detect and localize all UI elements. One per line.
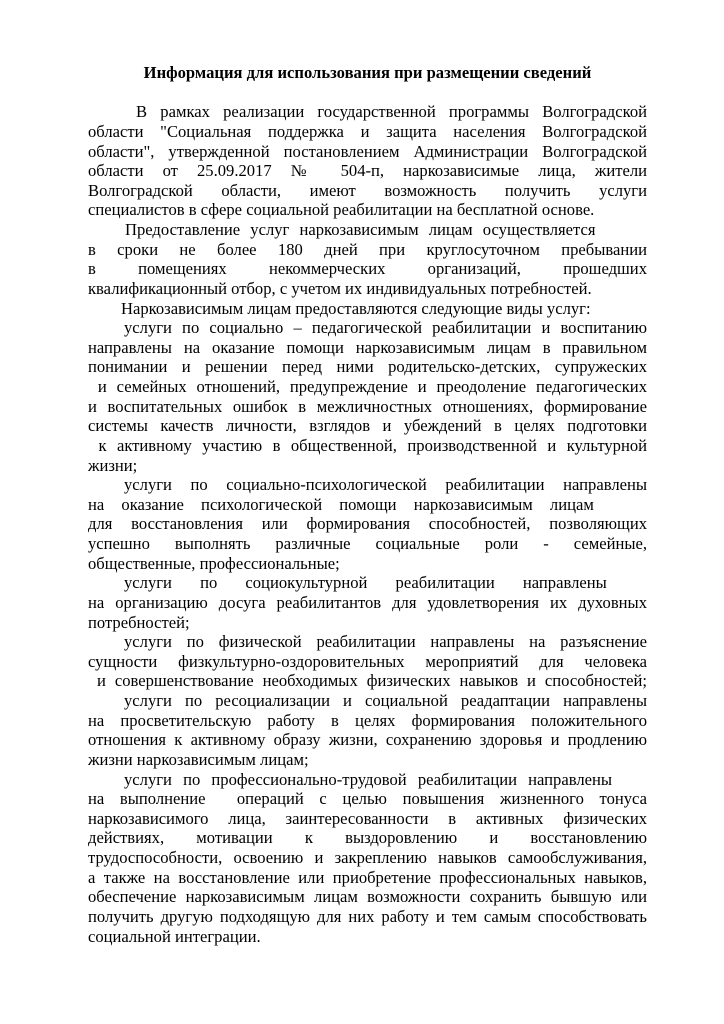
text-line: общественные, профессиональные; xyxy=(88,553,340,573)
text-line: В рамках реализации государственной программы Волгоградской xyxy=(136,102,647,122)
text-line: жизни наркозависимым лицам; xyxy=(88,749,309,769)
text-line: услуги по ресоциализации и социальной реадаптации направлены xyxy=(124,691,647,710)
text-line: на организацию досуга реабилитантов для удовлетворения их духовных xyxy=(88,592,647,612)
text-line: квалификационный отбор, с учетом их индивидуальных потребностей. xyxy=(88,278,592,298)
text-line: сущности физкультурно-оздоровительных мероприятий для человека xyxy=(88,651,647,671)
text-line: действиях, мотивации к выздоровлению и восстановлению xyxy=(88,828,647,848)
text-line: в помещениях некоммерческих организаций, прошедших xyxy=(88,259,647,279)
document-title: Информация для использования при размещении сведений xyxy=(143,63,592,82)
text-line: для восстановления или формирования способностей, позволяющих xyxy=(88,514,647,534)
text-line: услуги по социально-психологической реабилитации направлены xyxy=(124,475,647,495)
text-line: системы качеств личности, взглядов и убеждений в целях подготовки xyxy=(88,416,647,436)
text-line: успешно выполнять различные социальные роли - семейные, xyxy=(88,534,647,553)
paragraph xyxy=(88,220,647,299)
paragraph xyxy=(88,475,647,573)
text-block xyxy=(88,63,647,946)
text-line: на просветительскую работу в целях формирования положительного xyxy=(88,710,647,730)
text-line: услуги по физической реабилитации направлены на разъяснение xyxy=(124,632,647,652)
text-line: в сроки не более 180 дней при круглосуточном пребывании xyxy=(88,239,647,259)
text-line: Наркозависимым лицам предоставляются следующие виды услуг: xyxy=(121,298,591,318)
text-line: и совершенствование необходимых физических навыков и способностей; xyxy=(88,671,647,691)
paragraph xyxy=(88,102,647,220)
paragraph xyxy=(88,691,647,770)
paragraph xyxy=(88,299,647,319)
text-line: а также на восстановление или приобретение профессиональных навыков, xyxy=(88,867,647,887)
text-line: услуги по профессионально-трудовой реабилитации направлены xyxy=(124,769,613,789)
text-line: обеспечение наркозависимым лицам возможности сохранить бывшую или xyxy=(88,887,647,907)
text-line: и семейных отношений, предупреждение и преодоление педагогических xyxy=(88,377,647,396)
text-line: понимании и решении перед ними родительско-детских, супружеских xyxy=(88,357,647,377)
paragraph xyxy=(88,632,647,691)
text-line: получить другую подходящую для них работу и тем самым способствовать xyxy=(88,906,647,926)
paragraphs-container xyxy=(88,102,647,946)
text-line: к активному участию в общественной, производственной и культурной xyxy=(88,435,647,455)
text-line: направлены на оказание помощи наркозависимым лицам в правильном xyxy=(88,337,647,357)
text-line: специалистов в сфере социальной реабилитации на бесплатной основе. xyxy=(88,200,595,220)
text-line: на оказание психологической помощи наркозависимым лицам xyxy=(88,494,594,514)
paragraph xyxy=(88,770,647,947)
paragraph xyxy=(88,318,647,475)
text-line: услуги по социально – педагогической реабилитации и воспитанию xyxy=(124,318,647,338)
text-line: Волгоградской области, имеют возможность получить услуги xyxy=(88,180,647,200)
text-line: на выполнение операций с целью повышения жизненного тонуса xyxy=(88,789,647,809)
text-line: социальной интеграции. xyxy=(88,926,261,946)
text-line: отношения к активному образу жизни, сохранению здоровья и продлению xyxy=(88,730,647,750)
text-line: услуги по социокультурной реабилитации направлены xyxy=(124,573,607,593)
text-line: области "Социальная поддержка и защита населения Волгоградской xyxy=(88,121,647,141)
text-line: области от 25.09.2017 № 504-п, наркозависимые лица, жители xyxy=(88,161,647,181)
text-line: потребностей; xyxy=(88,612,190,632)
text-line: и воспитательных ошибок в межличностных отношениях, формирование xyxy=(88,396,647,416)
text-line: жизни; xyxy=(88,455,138,475)
text-line: трудоспособности, освоению и закреплению навыков самообслуживания, xyxy=(88,848,647,867)
text-line: Предоставление услуг наркозависимым лицам осуществляется xyxy=(125,220,596,239)
text-line: наркозависимого лица, заинтересованности в активных физических xyxy=(88,808,647,828)
paragraph xyxy=(88,573,647,632)
text-line: области", утвержденной постановлением Администрации Волгоградской xyxy=(88,141,647,161)
